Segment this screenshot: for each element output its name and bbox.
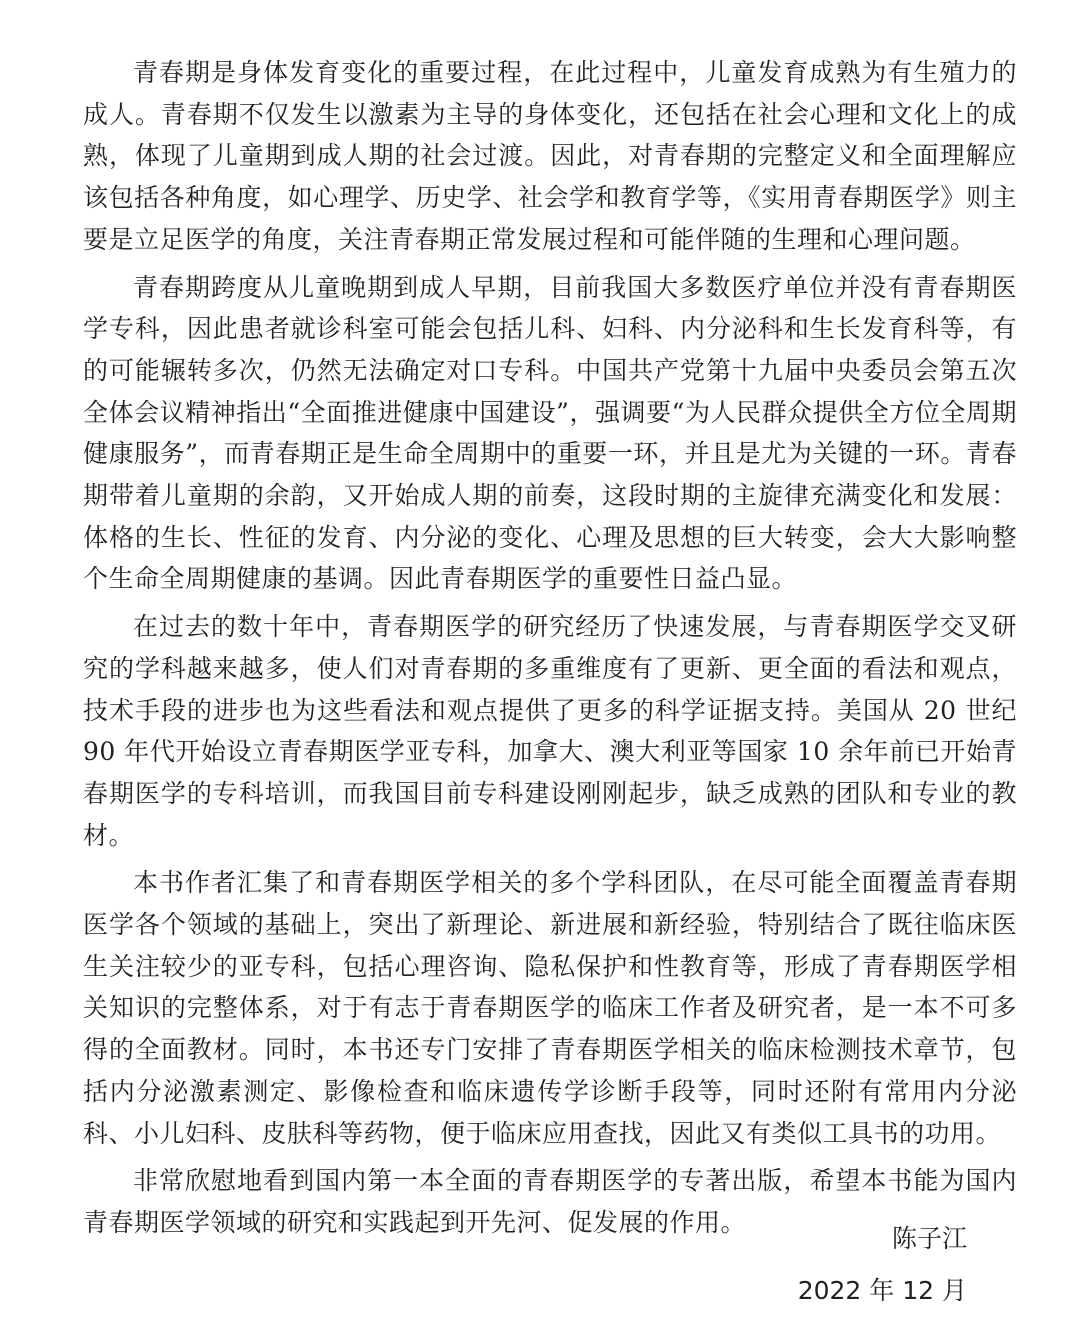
paragraph-2: 青春期跨度从儿童晚期到成人早期，目前我国大多数医疗单位并没有青春期医学专科，因此患者就诊科室可能会包括儿科、妇科、内分泌科和生长发育科等，有的可能辗转多次，仍然无法确定对口专科。中国共产党第十九届中央委员会第五次全体会议精神指出“全面推进健康中国建设”，强调要“为人民群众提供全方位全周期健康服务”，而青春期正是生命全周期中的重要一环，并且是尤为关键的一环。青春期带着儿童期的余韵，又开始成人期的前奏，这段时期的主旋律充满变化和发展：体格的生长、性征的发育、内分泌的变化、心理及思想的巨大转变，会大大影响整个生命全周期健康的基调。因此青春期医学的重要性日益凸显。 bbox=[83, 272, 1017, 594]
paragraph-3: 在过去的数十年中，青春期医学的研究经历了快速发展，与青春期医学交叉研究的学科越来越多，使人们对青春期的多重维度有了更新、更全面的看法和观点，技术手段的进步也为这些看法和观点提供了更多的科学证据支持。美国从 20 世纪 90 年代开始设立青春期医学亚专科，加拿大、澳大利亚等国家 10 余年前已开始青春期医学的专科培训，而我国目前专科建设刚刚起步，缺乏成熟的团队和专业的教材。 bbox=[83, 612, 1017, 850]
paragraph-4: 本书作者汇集了和青春期医学相关的多个学科团队，在尽可能全面覆盖青春期医学各个领域的基础上，突出了新理论、新进展和新经验，特别结合了既往临床医生关注较少的亚专科，包括心理咨询、隐私保护和性教育等，形成了青春期医学相关知识的完整体系，对于有志于青春期医学的临床工作者及研究者，是一本不可多得的全面教材。同时，本书还专门安排了青春期医学相关的临床检测技术章节，包括内分泌激素测定、影像检查和临床遗传学诊断手段等，同时还附有常用内分泌科、小儿妇科、皮肤科等药物，便于临床应用查找，因此又有类似工具书的功用。 bbox=[83, 868, 1017, 1148]
preface-body bbox=[83, 52, 1017, 1250]
author-name: 陈子江 bbox=[891, 1224, 967, 1253]
paragraph-5: 非常欣慰地看到国内第一本全面的青春期医学的专著出版，希望本书能为国内青春期医学领域的研究和实践起到开先河、促发展的作用。 bbox=[83, 1166, 1017, 1237]
signature-date: 2022 年 12 月 bbox=[797, 1276, 967, 1305]
signature-block bbox=[798, 1220, 967, 1310]
paragraph-1: 青春期是身体发育变化的重要过程，在此过程中，儿童发育成熟为有生殖力的成人。青春期不仅发生以激素为主导的身体变化，还包括在社会心理和文化上的成熟，体现了儿童期到成人期的社会过渡。因此，对青春期的完整定义和全面理解应该包括各种角度，如心理学、历史学、社会学和教育学等，《实用青春期医学》则主要是立足医学的角度，关注青春期正常发展过程和可能伴随的生理和心理问题。 bbox=[83, 58, 1017, 254]
